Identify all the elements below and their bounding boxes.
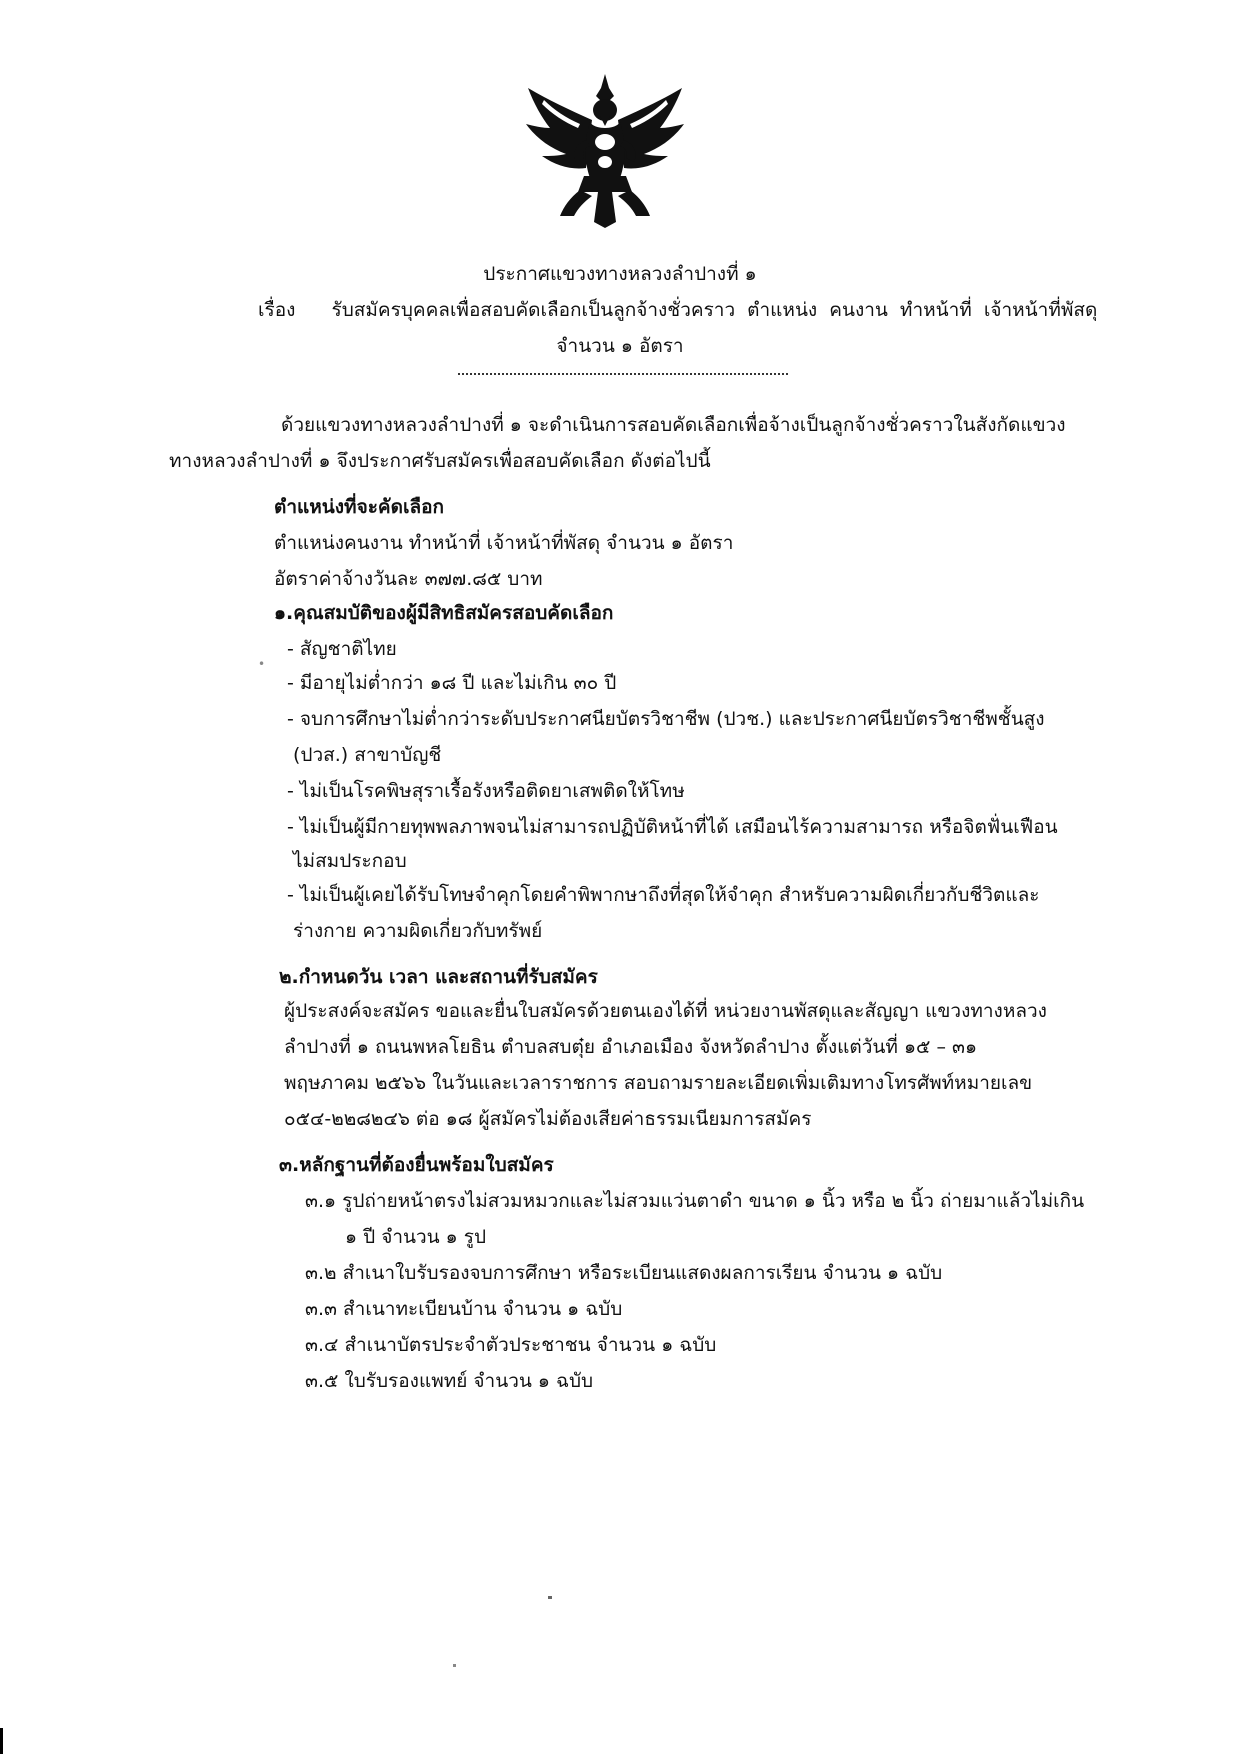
subject-prefix: เรื่อง xyxy=(258,299,296,321)
section-2-heading: ๒.กำหนดวัน เวลา และสถานที่รับสมัคร xyxy=(279,966,598,988)
section-3-heading: ๓.หลักฐานที่ต้องยื่นพร้อมใบสมัคร xyxy=(279,1154,554,1176)
intro-line-2: ทางหลวงลำปางที่ ๑ จึงประกาศรับสมัครเพื่อสอบคัดเลือก ดังต่อไปนี้ xyxy=(169,450,711,472)
list-item: - สัญชาติไทย xyxy=(287,638,397,660)
dotted-divider xyxy=(458,373,788,375)
list-item: - ไม่เป็นโรคพิษสุราเรื้อรังหรือติดยาเสพติดให้โทษ xyxy=(287,780,685,802)
list-item: - จบการศึกษาไม่ต่ำกว่าระดับประกาศนียบัตรวิชาชีพ (ปวช.) และประกาศนียบัตรวิชาชีพชั้นสูง xyxy=(287,708,1045,730)
announcement-subject xyxy=(258,295,1097,325)
paragraph-line: ผู้ประสงค์จะสมัคร ขอและยื่นใบสมัครด้วยตนเองได้ที่ หน่วยงานพัสดุและสัญญา แขวงทางหลวง xyxy=(284,1000,1047,1022)
list-item: ๑ ปี จำนวน ๑ รูป xyxy=(345,1226,487,1248)
position-line-1: ตำแหน่งคนงาน ทำหน้าที่ เจ้าหน้าที่พัสดุ จำนวน ๑ อัตรา xyxy=(274,532,734,554)
section-1-heading: ๑.คุณสมบัติของผู้มีสิทธิสมัครสอบคัดเลือก xyxy=(274,602,614,624)
scan-edge-mark xyxy=(0,1728,3,1754)
paragraph-line: ลำปางที่ ๑ ถนนพหลโยธิน ตำบลสบตุ๋ย อำเภอเมือง จังหวัดลำปาง ตั้งแต่วันที่ ๑๕ – ๓๑ xyxy=(284,1036,978,1058)
scan-speck xyxy=(548,1596,552,1599)
list-item: (ปวส.) สาขาบัญชี xyxy=(293,744,442,766)
list-item: ๓.๑ รูปถ่ายหน้าตรงไม่สวมหมวกและไม่สวมแว่นตาดำ ขนาด ๑ นิ้ว หรือ ๒ นิ้ว ถ่ายมาแล้วไม่เกิน xyxy=(305,1190,1085,1212)
paragraph-line: พฤษภาคม ๒๕๖๖ ในวันและเวลาราชการ สอบถามรายละเอียดเพิ่มเติมทางโทรศัพท์หมายเลข xyxy=(284,1072,1033,1094)
paragraph-line: ๐๕๔-๒๒๘๒๔๖ ต่อ ๑๘ ผู้สมัครไม่ต้องเสียค่าธรรมเนียมการสมัคร xyxy=(284,1108,812,1130)
scan-speck: • xyxy=(258,657,266,671)
position-heading: ตำแหน่งที่จะคัดเลือก xyxy=(274,496,445,518)
intro-line-1: ด้วยแขวงทางหลวงลำปางที่ ๑ จะดำเนินการสอบคัดเลือกเพื่อจ้างเป็นลูกจ้างชั่วคราวในสังกัดแขวง xyxy=(281,414,1066,436)
list-item: ๓.๒ สำเนาใบรับรองจบการศึกษา หรือระเบียนแสดงผลการเรียน จำนวน ๑ ฉบับ xyxy=(305,1262,943,1284)
garuda-emblem-icon xyxy=(520,70,690,230)
list-item: - ไม่เป็นผู้มีกายทุพพลภาพจนไม่สามารถปฏิบัติหน้าที่ได้ เสมือนไร้ความสามารถ หรือจิตฟั่นเฟือน xyxy=(287,816,1058,838)
list-item: ๓.๕ ใบรับรองแพทย์ จำนวน ๑ ฉบับ xyxy=(305,1370,594,1392)
announcement-count: จำนวน ๑ อัตรา xyxy=(556,335,684,357)
list-item: ร่างกาย ความผิดเกี่ยวกับทรัพย์ xyxy=(293,920,543,942)
list-item: ๓.๓ สำเนาทะเบียนบ้าน จำนวน ๑ ฉบับ xyxy=(305,1298,623,1320)
position-line-2: อัตราค่าจ้างวันละ ๓๗๗.๘๕ บาท xyxy=(274,568,543,590)
list-item: ไม่สมประกอบ xyxy=(293,850,407,872)
list-item: ๓.๔ สำเนาบัตรประจำตัวประชาชน จำนวน ๑ ฉบับ xyxy=(305,1334,717,1356)
list-item: - ไม่เป็นผู้เคยได้รับโทษจำคุกโดยคำพิพากษาถึงที่สุดให้จำคุก สำหรับความผิดเกี่ยวกับชีวิตและ xyxy=(287,884,1040,906)
announcement-title: ประกาศแขวงทางหลวงลำปางที่ ๑ xyxy=(483,263,757,285)
list-item: - มีอายุไม่ต่ำกว่า ๑๘ ปี และไม่เกิน ๓๐ ปี xyxy=(287,672,617,694)
scan-speck xyxy=(453,1664,456,1667)
subject-text: รับสมัครบุคคลเพื่อสอบคัดเลือกเป็นลูกจ้างชั่วคราว ตำแหน่ง คนงาน ทำหน้าที่ เจ้าหน้าที่พัสดุ xyxy=(331,299,1098,321)
